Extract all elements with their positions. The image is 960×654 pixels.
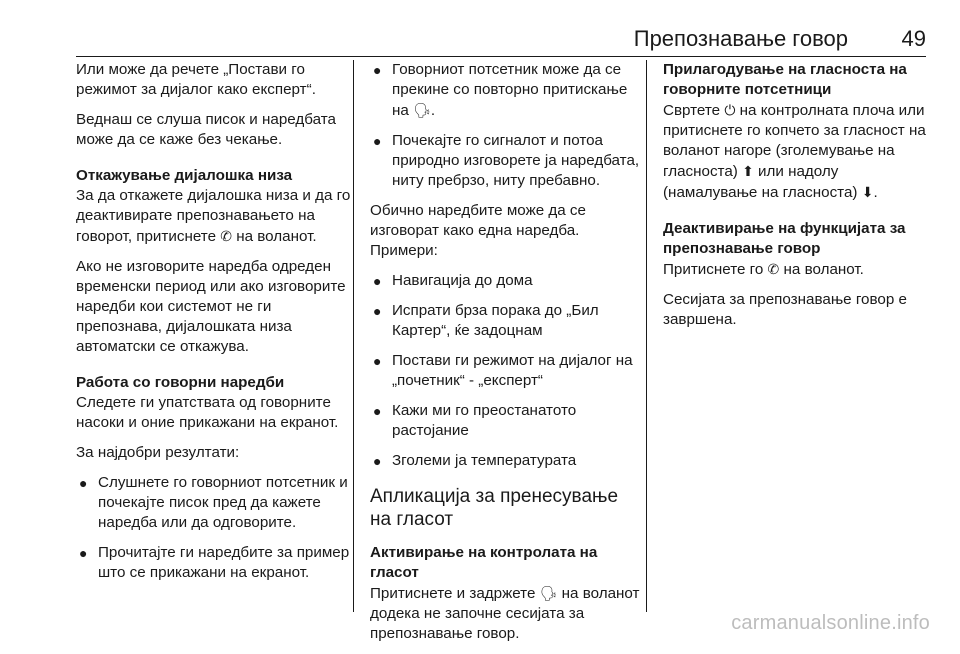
column-2 — [370, 60, 640, 654]
list-item: ● Кажи ми го преостанатото растојание — [373, 402, 577, 439]
bullet-icon: ● — [79, 475, 88, 491]
column-divider — [646, 60, 647, 612]
column-3 — [663, 60, 933, 340]
paragraph: Следете ги упатствата од говорните насоки и оние прикажани на екранот. — [76, 394, 339, 431]
volume-up-icon: ⬆ — [742, 163, 754, 179]
paragraph: Веднаш се слуша писок и наредбата може да се каже без чекање. — [76, 111, 336, 148]
list-item: ● Навигација до дома — [373, 272, 533, 289]
header-rule — [76, 56, 926, 57]
volume-down-icon: ⬇ — [861, 184, 874, 200]
list-item: ● Прочитајте ги наредбите за пример што се прикажани на екранот. — [79, 544, 350, 581]
column-1 — [76, 60, 352, 593]
list-item: ● Зголеми ја температурата — [373, 452, 577, 469]
subheading-activate: Активирање на контролата на гласот — [370, 544, 598, 581]
paragraph: Ако не изговорите наредба одреден временски период или ако изговорите наредби кои системот не ги препознава, дијалошката низа автоматски се откажува. — [76, 258, 346, 355]
paragraph: Притиснете и задржете 🗣 на воланот додека не започне сесијата за препознавање говор. — [370, 585, 640, 642]
list-item: ● Слушнете го говорниот потсетник и почекајте писок пред да кажете наредба или да одговорите. — [79, 474, 348, 531]
subheading-deactivate: Деактивирање на функцијата за препознавање говор — [663, 220, 906, 257]
bullet-icon: ● — [373, 273, 382, 289]
page-number: 49 — [901, 26, 926, 51]
list-item: ● Испрати брза порака до „Бил Картер“, ќе задоцнам — [373, 302, 599, 339]
list-item: ● Почекајте го сигналот и потоа природно изговорете ја наредбата, ниту пребрзо, ниту пребавно. — [373, 132, 640, 189]
subheading-cancel: Откажување дијалошка низа — [76, 167, 293, 184]
paragraph: За најдобри резултати: — [76, 444, 240, 461]
header-title: Препознавање говор — [633, 26, 848, 51]
hangup-icon: ✆ — [220, 228, 232, 244]
watermark: carmanualsonline.info — [731, 612, 930, 634]
bullet-icon: ● — [373, 353, 382, 369]
bullet-icon: ● — [373, 453, 382, 469]
column-divider — [353, 60, 354, 612]
paragraph: Или може да речете „Постави го режимот за дијалог како експерт“. — [76, 61, 316, 98]
paragraph: Сесијата за препознавање говор е завршена. — [663, 291, 907, 328]
bullet-icon: ● — [373, 62, 382, 78]
power-icon: ⏻ — [724, 102, 736, 118]
subheading-work: Работа со говорни наредби — [76, 374, 285, 391]
paragraph: За да откажете дијалошка низа и да го деактивирате препознавањето на говорот, притиснете ✆ на воланот. — [76, 187, 351, 245]
bullet-icon: ● — [373, 403, 382, 419]
list-item: ● Постави ги режимот на дијалог на „почетник“ - „експерт“ — [373, 352, 633, 389]
paragraph: Притиснете го ✆ на воланот. — [663, 261, 864, 278]
bullet-icon: ● — [373, 303, 382, 319]
bullet-icon: ● — [373, 133, 382, 149]
list-item: ● Говорниот потсетник може да се прекине со повторно притискање на 🗣. — [373, 61, 628, 119]
examples-list — [370, 271, 640, 471]
bullet-icon: ● — [79, 545, 88, 561]
bullet-list — [370, 60, 640, 191]
hangup-icon: ✆ — [767, 261, 780, 277]
paragraph: Обично наредбите може да се изговорат како една наредба. Примери: — [370, 202, 586, 259]
section-heading: Апликација за пренесување на гласот — [370, 486, 619, 530]
bullet-list — [76, 473, 352, 583]
paragraph: Свртете ⏻ на контролната плоча или притиснете го копчето за гласност на воланот нагоре (зголемување на гласноста) ⬆ или надолу (намалување на гласноста) ⬇. — [663, 102, 926, 201]
subheading-adjust: Прилагодување на гласноста на говорните потсетници — [663, 61, 907, 98]
voice-icon: 🗣 — [539, 585, 558, 601]
voice-icon: 🗣 — [413, 102, 431, 118]
